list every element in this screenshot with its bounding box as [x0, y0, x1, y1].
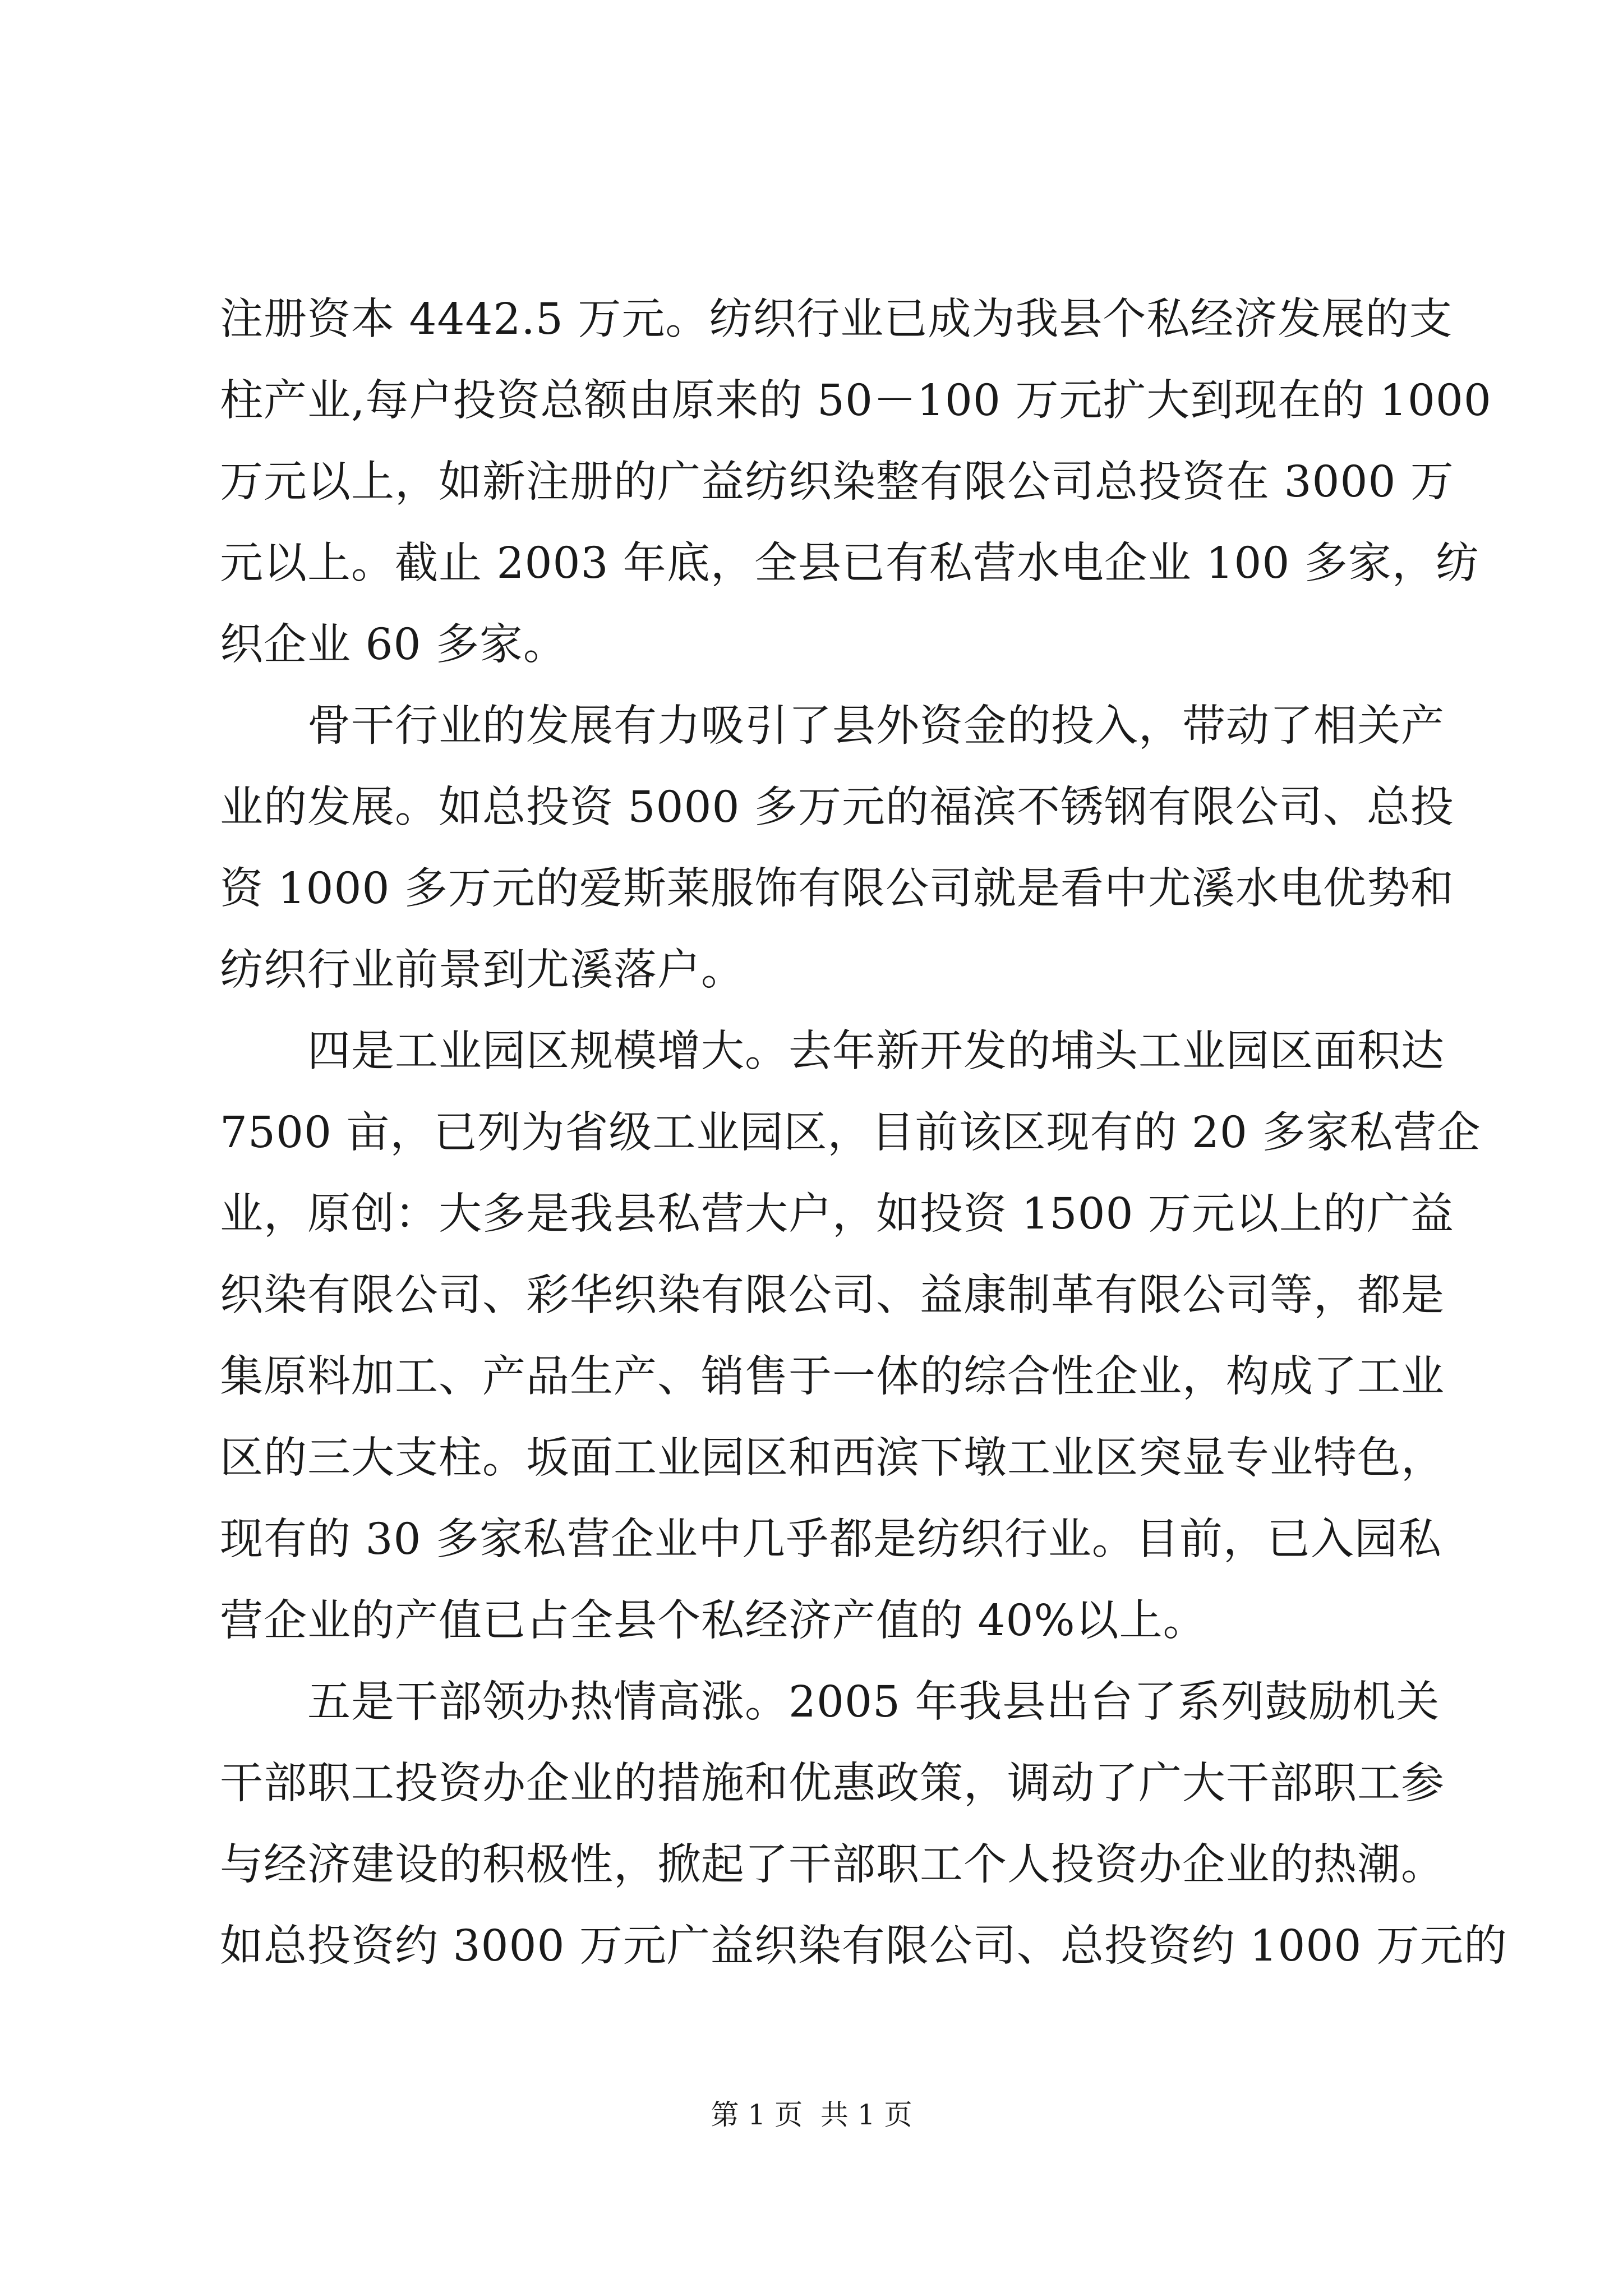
text-line: 织染有限公司、彩华织染有限公司、益康制革有限公司等，都是: [220, 1271, 1445, 1320]
page-number-footer: 第 1 页 共 1 页: [711, 2099, 912, 2131]
text-line: 万元以上，如新注册的广益纺织染整有限公司总投资在 3000 万: [220, 457, 1454, 507]
text-line: 四是工业园区规模增大。去年新开发的埔头工业园区面积达: [220, 1027, 1445, 1076]
text-line: 7500 亩，已列为省级工业园区，目前该区现有的 20 多家私营企: [220, 1108, 1481, 1158]
text-line: 五是干部领办热情高涨。2005 年我县出台了系列鼓励机关: [220, 1677, 1440, 1727]
text-line: 骨干行业的发展有力吸引了县外资金的投入，带动了相关产: [220, 701, 1445, 751]
text-line: 元以上。截止 2003 年底，全县已有私营水电企业 100 多家，纺: [220, 539, 1479, 588]
text-line: 柱产业,每户投资总额由原来的 50－100 万元扩大到现在的 1000: [220, 376, 1492, 426]
text-line: 如总投资约 3000 万元广益织染有限公司、总投资约 1000 万元的: [220, 1921, 1507, 1971]
text-line: 干部职工投资办企业的措施和优惠政策，调动了广大干部职工参: [220, 1759, 1445, 1809]
text-line: 纺织行业前景到尤溪落户。: [220, 945, 745, 995]
text-line: 现有的 30 多家私营企业中几乎都是纺织行业。目前，已入园私: [220, 1515, 1442, 1565]
text-line: 注册资本 4442.5 万元。纺织行业已成为我县个私经济发展的支: [220, 295, 1453, 344]
text-line: 业的发展。如总投资 5000 多万元的福滨不锈钢有限公司、总投: [220, 783, 1454, 832]
text-line: 区的三大支柱。坂面工业园区和西滨下墩工业区突显专业特色，: [220, 1433, 1445, 1483]
text-line: 与经济建设的积极性，掀起了干部职工个人投资办企业的热潮。: [220, 1840, 1445, 1890]
text-line: 资 1000 多万元的爱斯莱服饰有限公司就是看中尤溪水电优势和: [220, 864, 1454, 914]
text-line: 业，原创：大多是我县私营大户，如投资 1500 万元以上的广益: [220, 1189, 1454, 1239]
text-line: 营企业的产值已占全县个私经济产值的 40%以上。: [220, 1596, 1207, 1646]
text-line: 织企业 60 多家。: [220, 620, 567, 670]
text-line: 集原料加工、产品生产、销售于一体的综合性企业，构成了工业: [220, 1352, 1445, 1402]
